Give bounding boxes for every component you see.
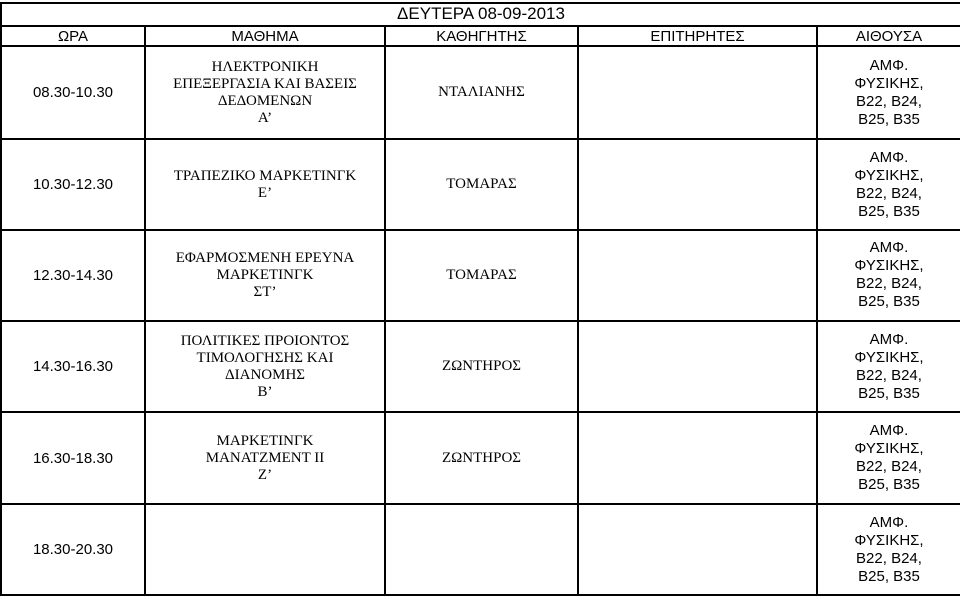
- time-cell: 12.30-14.30: [1, 230, 145, 321]
- supervisors-cell: [578, 46, 817, 139]
- header-time: ΩΡΑ: [1, 26, 145, 47]
- supervisors-cell: [578, 321, 817, 413]
- course-cell: [145, 412, 385, 504]
- course-line: ΜΑΡΚΕΤΙΝΓΚ: [216, 266, 314, 283]
- course-line: ΔΕΔΟΜΕΝΩΝ: [217, 92, 313, 109]
- room-line: Β22, Β24,: [856, 549, 922, 567]
- course-line: ΜΑΡΚΕΤΙΝΓΚ: [216, 432, 314, 449]
- room-line: Β22, Β24,: [856, 458, 922, 476]
- course-line: ΕΦΑΡΜΟΣΜΕΝΗ ΕΡΕΥΝΑ: [175, 249, 355, 266]
- header-teacher: ΚΑΘΗΓΗΤΗΣ: [385, 26, 578, 47]
- header-room: ΑΙΘΟΥΣΑ: [817, 26, 960, 47]
- room-line: Β25, Β35: [858, 567, 920, 585]
- room-line: Β25, Β35: [858, 110, 920, 128]
- time-cell: 14.30-16.30: [1, 321, 145, 413]
- course-line: ΠΟΛΙΤΙΚΕΣ ΠΡΟΙΟΝΤΟΣ: [180, 332, 350, 349]
- course-line: ΜΑΝΑΤΖΜΕΝΤ ΙΙ: [205, 449, 325, 466]
- time-cell: 08.30-10.30: [1, 46, 145, 139]
- room-line: ΦΥΣΙΚΗΣ,: [854, 531, 924, 549]
- header-supervisors: ΕΠΙΤΗΡΗΤΕΣ: [578, 26, 817, 47]
- room-line: Β22, Β24,: [856, 92, 922, 110]
- room-line: Β25, Β35: [858, 293, 920, 311]
- teacher-cell: ΤΟΜΑΡΑΣ: [385, 230, 578, 321]
- course-line: ΤΡΑΠΕΖΙΚΟ ΜΑΡΚΕΤΙΝΓΚ: [173, 167, 357, 184]
- course-cell: [145, 46, 385, 139]
- teacher-cell: ΝΤΑΛΙΑΝΗΣ: [385, 46, 578, 139]
- teacher-cell: ΤΟΜΑΡΑΣ: [385, 139, 578, 230]
- day-title-row: [1, 3, 960, 26]
- table-row: [1, 230, 960, 321]
- room-line: ΑΜΦ.: [869, 330, 909, 348]
- time-cell: 10.30-12.30: [1, 139, 145, 230]
- teacher-cell: ΖΩΝΤΗΡΟΣ: [385, 321, 578, 413]
- room-line: Β22, Β24,: [856, 275, 922, 293]
- time-cell: 16.30-18.30: [1, 412, 145, 504]
- room-line: Β22, Β24,: [856, 366, 922, 384]
- supervisors-cell: [578, 139, 817, 230]
- teacher-cell: [385, 504, 578, 595]
- room-cell: [817, 139, 960, 230]
- room-line: ΦΥΣΙΚΗΣ,: [854, 257, 924, 275]
- room-line: Β25, Β35: [858, 384, 920, 402]
- header-course: ΜΑΘΗΜΑ: [145, 26, 385, 47]
- course-cell: [145, 139, 385, 230]
- room-line: ΑΜΦ.: [869, 56, 909, 74]
- course-cell: [145, 504, 385, 595]
- room-cell: [817, 230, 960, 321]
- time-cell: 18.30-20.30: [1, 504, 145, 595]
- room-line: Β22, Β24,: [856, 184, 922, 202]
- course-line: Ε’: [257, 184, 273, 201]
- room-cell: [817, 504, 960, 595]
- course-line: ΤΙΜΟΛΟΓΗΣΗΣ ΚΑΙ: [196, 349, 334, 366]
- course-cell: [145, 321, 385, 413]
- table-row: [1, 412, 960, 504]
- room-line: ΦΥΣΙΚΗΣ,: [854, 74, 924, 92]
- room-line: ΦΥΣΙΚΗΣ,: [854, 440, 924, 458]
- room-line: ΑΜΦ.: [869, 148, 909, 166]
- table-row: [1, 504, 960, 595]
- header-row: [1, 26, 960, 47]
- table-row: [1, 321, 960, 413]
- room-line: ΦΥΣΙΚΗΣ,: [854, 166, 924, 184]
- room-line: ΑΜΦ.: [869, 513, 909, 531]
- course-line: ΔΙΑΝΟΜΗΣ: [224, 366, 306, 383]
- room-line: Β25, Β35: [858, 476, 920, 494]
- room-cell: [817, 46, 960, 139]
- room-line: ΑΜΦ.: [869, 422, 909, 440]
- course-line: Α’: [257, 109, 273, 126]
- course-line: Β’: [257, 383, 273, 400]
- day-title: ΔΕΥΤΕΡΑ 08-09-2013: [1, 3, 960, 26]
- course-line: ΣΤ’: [253, 283, 277, 300]
- table-row: [1, 139, 960, 230]
- room-cell: [817, 412, 960, 504]
- course-line: ΗΛΕΚΤΡΟΝΙΚΗ: [211, 58, 319, 75]
- course-cell: [145, 230, 385, 321]
- supervisors-cell: [578, 412, 817, 504]
- course-line: ΕΠΕΞΕΡΓΑΣΙΑ ΚΑΙ ΒΑΣΕΙΣ: [173, 75, 357, 92]
- supervisors-cell: [578, 504, 817, 595]
- exam-schedule-table: [0, 2, 960, 596]
- teacher-cell: ΖΩΝΤΗΡΟΣ: [385, 412, 578, 504]
- room-line: ΑΜΦ.: [869, 239, 909, 257]
- room-line: Β25, Β35: [858, 202, 920, 220]
- table-row: [1, 46, 960, 139]
- supervisors-cell: [578, 230, 817, 321]
- course-line: Ζ’: [257, 466, 273, 483]
- room-cell: [817, 321, 960, 413]
- room-line: ΦΥΣΙΚΗΣ,: [854, 348, 924, 366]
